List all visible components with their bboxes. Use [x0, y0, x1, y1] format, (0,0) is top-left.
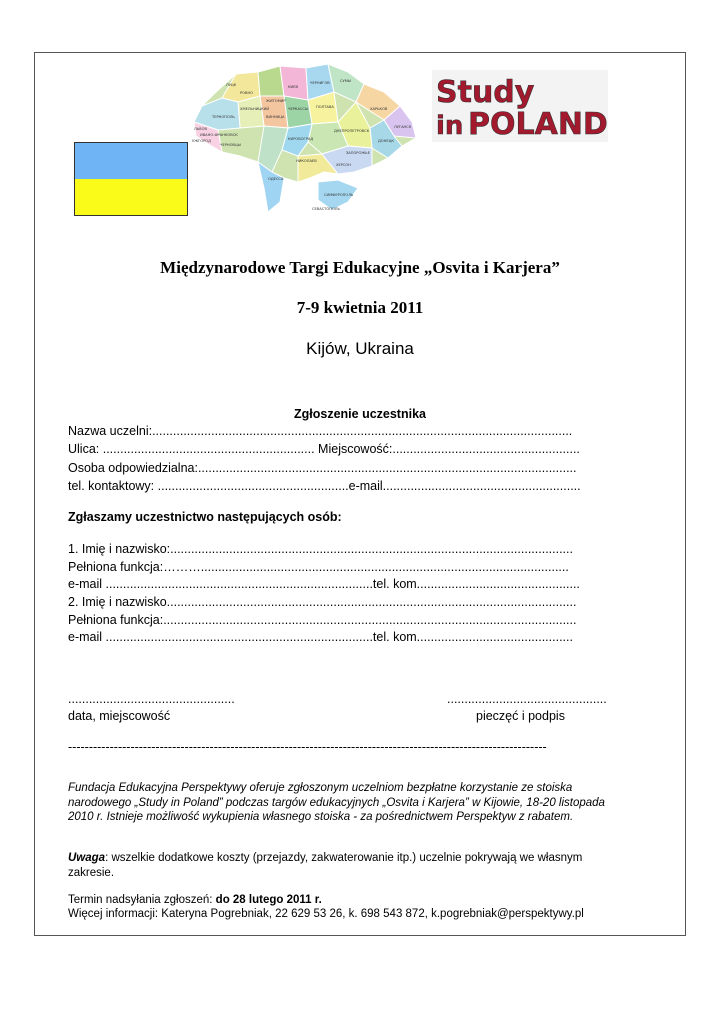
deadline-value: do 28 lutego 2011 r.	[215, 894, 322, 906]
ukraine-flag	[74, 142, 188, 216]
map-label: ЛЬВОВ	[194, 127, 207, 131]
map-label: ТЕРНОПОЛЬ	[212, 115, 235, 119]
map-label: ХМЕЛЬНИЦКИЙ	[240, 107, 270, 111]
map-label: ЧЕРНИГОВ	[310, 81, 330, 85]
map-label: КИЕВ	[288, 85, 298, 89]
signature-date-label: data, miejscowość	[68, 709, 171, 723]
section-title: Zgłoszenie uczestnika	[294, 407, 426, 421]
event-title: Międzynarodowe Targi Edukacyjne „Osvita i Karjera”	[160, 258, 560, 277]
map-label: ЗАПОРОЖЬЕ	[346, 151, 370, 155]
map-label: СУМЫ	[340, 79, 351, 83]
ukraine-map	[188, 62, 420, 218]
contact-line: Więcej informacji: Kateryna Pogrebniak, 22 629 53 26, k. 698 543 872, k.pogrebniak@perspektywy.pl	[68, 908, 584, 920]
map-label: УЖГОРОД	[192, 139, 211, 143]
map-label: СЕВАСТОПОЛЬ	[312, 207, 340, 211]
map-label: НИКОЛАЕВ	[296, 159, 317, 163]
logo-study: Study	[436, 75, 535, 110]
flag-blue-stripe	[75, 143, 187, 179]
map-label: ДОНЕЦК	[378, 139, 394, 143]
map-label: ХАРЬКОВ	[370, 107, 388, 111]
field-university-name: Nazwa uczelni:.........................................................................................................................	[68, 424, 573, 438]
logo-in: in	[436, 111, 464, 141]
field-phone-email: tel. kontaktowy: .......................................................e-mail.........................................................	[68, 479, 581, 493]
map-label: ЛУЦК	[226, 83, 237, 87]
map-label: КИРОВОГРАД	[288, 137, 314, 141]
map-label: ЖИТОМИР	[266, 99, 286, 103]
separator-line: -------------------------------------------------------------------------------------------------------------------	[68, 740, 547, 754]
event-city: Kijów, Ukraina	[306, 339, 414, 358]
event-dates: 7-9 kwietnia 2011	[296, 298, 424, 317]
map-label: СИМФЕРОПОЛЬ	[324, 193, 354, 197]
map-label: ХЕРСОН	[336, 163, 351, 167]
map-label: ДНЕПРОПЕТРОВСК	[334, 129, 370, 133]
map-label: ОДЕССА	[268, 177, 284, 181]
signature-date-dots: ................................................	[68, 692, 235, 706]
field-contact-person: Osoba odpowiedzialna:.............................................................................................................	[68, 461, 577, 475]
info-paragraph: Fundacja Edukacyjna Perspektywy oferuje zgłoszonym uczelniom bezpłatne korzystanie ze stoiska narodowego „Study in Poland” podczas targów edukacyjnych „Osvita i Karjera” w Kijowie, 18-20 listopada 2010 r. Istnieje możliwość wykupienia własnego stoiska - za pośrednictwem Perspektyw z rabatem.	[68, 782, 605, 823]
map-label: ЧЕРКАССЫ	[288, 107, 309, 111]
deadline-line	[68, 893, 628, 908]
field-street-city: Ulica: ............................................................. Miejscowość:......................................................	[68, 442, 580, 456]
uwaga-text: : wszelkie dodatkowe koszty (przejazdy, zakwaterowanie itp.) uczelnie pokrywają we własnym zakresie.	[68, 852, 583, 879]
deadline-label: Termin nadsyłania zgłoszeń:	[68, 894, 216, 906]
study-in-poland-logo	[432, 70, 608, 142]
participant-2-function: Pełniona funkcja:.......................................................................................................................	[68, 613, 577, 627]
participant-1-contact: e-mail .............................................................................tel. kom...............................................	[68, 577, 580, 591]
signature-stamp-dots: ..............................................	[447, 692, 607, 706]
map-label: РОВНО	[240, 91, 253, 95]
map-label: ВИННИЦА	[266, 115, 285, 119]
flag-yellow-stripe	[75, 179, 187, 215]
participant-1-function: Pełniona funkcja:………..........................................................................................................	[68, 560, 569, 574]
map-label: ИВАНО-ФРАНКОВСК	[200, 133, 238, 137]
logo-poland: POLAND	[468, 107, 608, 142]
map-label: ЧЕРНОВЦЫ	[220, 143, 241, 147]
uwaga-paragraph	[68, 851, 628, 880]
participant-2-name: 2. Imię i nazwisko......................................................................................................................	[68, 595, 577, 609]
participants-title: Zgłaszamy uczestnictwo następujących osób:	[68, 510, 342, 524]
map-label: ЛУГАНСК	[394, 125, 412, 129]
signature-stamp-label: pieczęć i podpis	[476, 709, 565, 723]
participant-1-name: 1. Imię i nazwisko:....................................................................................................................	[68, 542, 573, 556]
uwaga-label: Uwaga	[68, 852, 106, 864]
map-label: ПОЛТАВА	[316, 105, 334, 109]
participant-2-contact: e-mail .............................................................................tel. kom.............................................	[68, 630, 573, 644]
